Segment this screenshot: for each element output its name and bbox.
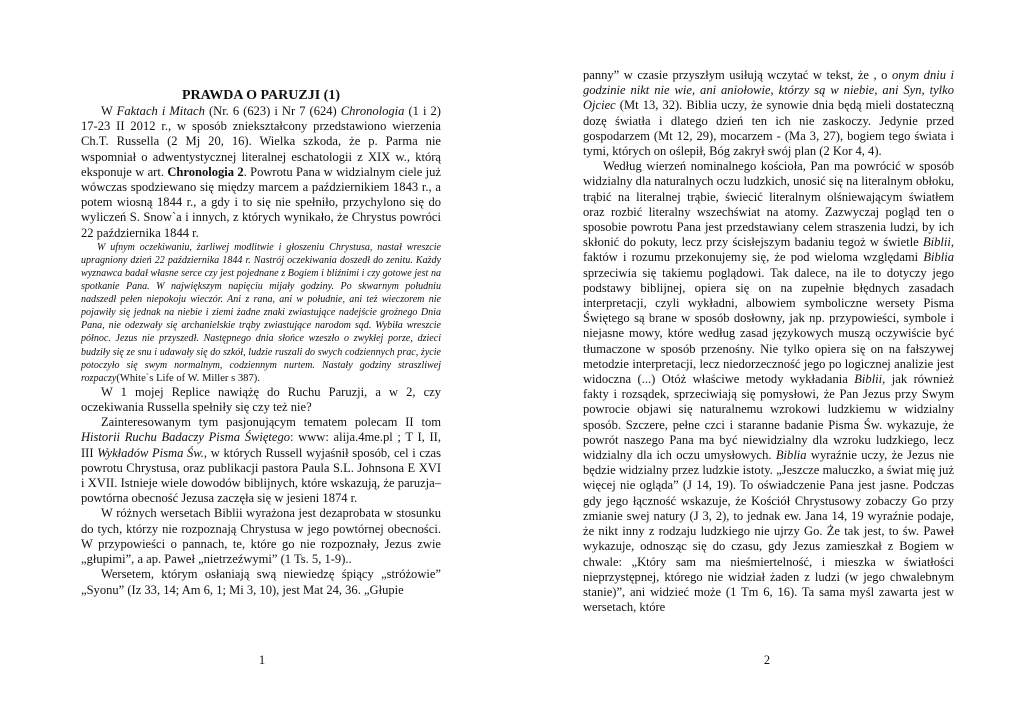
text-span: (Nr. 6 (623) i Nr 7 (624) [204,104,341,118]
text-span: sprzeciwia się takiemu poglądowi. Tak dalece, na ile to dotyczy jego podstawy biblijnej, opiera się on na zupełnie błędnych zasadach interpretacji, czyli wykładni, albowiem symboliczne wersety Pisma Świętego są brane w sposób dosłowny, jak np. przypowieści, symbole i niejasne mowy, które według zasad językowych muszą oczywiście być tłumaczone w sposób przenośny. Nie tylko opiera się on na fałszywej metodzie interpretacji, lecz niedorzeczność jego po logicznej analizie jest widoczna (...) Otóż właściwe metody wykładania [583,265,954,387]
text-span: , faktów i rozumu przekonujemy się, że pod wieloma względami [583,235,954,265]
italic-span: Chronologia [340,104,405,118]
page-number-left: 1 [258,653,266,667]
paragraph-recommendation [81,415,441,506]
paragraph-intro [81,104,441,241]
italic-span: Biblia [923,250,954,265]
italic-span: Biblii [922,235,951,250]
text-span: , w których Russell wyjaśnił sposób, cel i czas powrotu Chrystusa, oraz publikacji pastora Paula S.L. Johnsona E XVI i XVII. Istnieje wiele dowodów biblijnych, które wskazują, że paruzja– powtórna obecność Jezusa zaczęła się w jesieni 1874 r. [81,445,442,506]
article-title: PRAWDA O PARUZJI (1) [181,88,340,103]
left-column [81,88,441,598]
italic-span: onym dniu i godzinie nikt nie wie, ani aniołowie, którzy są w niebie, ani Syn, tylko Ojciec [583,68,955,113]
italic-span: Historii Ruchu Badaczy Pisma Świętego [81,430,290,445]
text-span: : www: alija.4me.pl ; T I, II, III [81,430,441,460]
text-span: Zainteresowanym tym pasjonującym tematem polecam II tom [101,415,441,430]
quotation-text: W ufnym oczekiwaniu, żarliwej modlitwie i głoszeniu Chrystusa, nastał wreszcie upragniony dzień 22 października 1844 r. Nastrój oczekiwania doszedł do zenitu. Każdy wyznawca badał własne serce czy jest pojednane z Bogiem i bliźnimi i czy gotowe jest na spotkanie Pana. W największym napięciu mijały godziny. Po skwarnym południu nadszedł pełen niepokoju wieczór. Ani z rana, ani w południe, ani też wieczorem nie pojawiły się jednak na niebie i ziemi żadne znaki zwiastujące nadejście groźnego Dnia Pana, nie odezwały się archanielskie trąby zwiastujące narodom sąd. Wybiła wreszcie północ. Jezus nie przyszedł. Następnego dnia słońce wzeszło o zwykłej porze, dzieci budziły się ze snu i udawały się do szkół, ludzie ruszali do swych codziennych prac, życie potoczyło się swym normalnym, codziennym nurtem. Nastały godziny straszliwej rozpaczy [81,241,441,384]
italic-span: Faktach i Mitach [116,104,205,118]
bold-span: Chronologia 2 [167,164,244,179]
text-span: wyraźnie uczy, że Jezus nie będzie widzialny przez ludzkie istoty. „Jeszcze maluczko, a świat mię już więcej nie ogląda” (J 14, 19). To oświadczenie Pana jest jasne. Podczas gdy jego łączność wskazuje, że Kościół Chrystusowy zobaczy Go przy zmianie swej natury (J 3, 2), to jednak ew. Jana 14, 19 wyraźnie podaje, że nikt inny z rodzaju ludzkiego nie ujrzy Go. Że tak jest, to św. Paweł wykazuje, odnosząc się do czasu, gdy Jezus zamieszkał z Bogiem w chwale: „Który sam ma nieśmiertelność, i mieszka w światłości nieprzystępnej, którego nie widział żaden z ludzi (w jego chwalebnym stanie)”, ani widzieć może (1 Tm 6, 16). Ta sama myśl zawarta jest w wersetach, które [583,448,954,615]
text-span: (1 i 2) 17-23 II 2012 r., w sposób zniekształcony przedstawiono wierzenia Ch.T. Russella (2 Mj 20, 16). Wielka szkoda, że p. Parma nie wspomniał o adwentystycznej literalnej eschatologii z XIX w., którą eksponuje w art. [81,104,441,179]
italic-span: Wykładów Pisma Św. [97,445,204,460]
text-span: . Powrotu Pana w widzialnym ciele już wówczas spodziewano się między marcem a październikiem 1843 r., a potem wiosną 1844 r., a gdy i to się nie spełniło, przychylono się do wyliczeń S. Snow`a i innych, z których wynikało, że Chrystus powróci 22 października 1844 r. [81,164,441,240]
text-span: Według wierzeń nominalnego kościoła, Pan ma powrócić w sposób widzialny dla naturalnych oczu ludzkich, unosić się na literalnym obłoku, trąbić na literalnej trąbie, świecić literalnym olśniewającym światłem oraz rozbić literalny wszechświat na atomy. Zazwyczaj pogląd ten o sposobie powrotu Pana jest przedstawiany celem straszenia ludzi, by ich skłonić do pokuty, lecz przy ścisłejszym badaniu tegoż w świetle [583,159,954,250]
paragraph-reply-plan: W 1 mojej Replice nawiążę do Ruchu Paruzji, a w 2, czy oczekiwania Russella spełniły się czy też nie? [81,384,441,415]
paragraph-church-beliefs [583,159,954,615]
paragraph-verse: Wersetem, którym osłaniają swą niewiedzę śpiący „stróżowie” „Syonu” (Iz 33, 14; Am 6, 1; Mi 3, 10), jest Mat 24, 36. „Głupie [81,567,441,597]
paragraph-continuation [583,68,954,159]
quotation-source: (White`s Life of W. Miller s 387). [116,372,260,384]
text-span: W [101,104,117,118]
page-number-right: 2 [763,653,771,667]
italic-span: Biblia [775,448,807,463]
paragraph-disapproval: W różnych wersetach Biblii wyrażona jest dezaprobata w stosunku do tych, którzy nie rozpoznają Chrystusa w jego powtórnej obecności. W przypowieści o pannach, te, które go nie rozpoznały, Jezus zwie „głupimi”, a ap. Paweł „nietrzeźwymi” (1 Ts. 5, 1-9).. [81,506,441,567]
quotation-block [81,241,441,385]
text-span: , jak również fakty i rozsądek, sprzeciwiają się pomysłowi, że Pan Jezus przy Swym powrocie objawi się naturalnemu wzrokowi ludzkiemu w widzialny sposób. Szczere, pełne czci i staranne badanie Pisma Św. wykazuje, że powrót naszego Pana ma być niewidzialny dla wzroku ludzkiego, lecz widzialny dla ich oczu umysłowych. [583,372,954,463]
italic-span: Biblii [854,372,883,387]
text-span: (Mt 13, 32). Biblia uczy, że synowie dnia będą mieli dostateczną dozę światła i dlatego dzień ten ich nie zaskoczy. Jedynie przed gospodarzem (Mt 12, 29), mocarzem - (Ma 3, 27), bogiem tego świata i tymi, których on oślepił, Bóg zakrył swój plan (2 Kor 4, 4). [583,98,954,159]
right-column [583,68,954,615]
text-span: panny” w czasie przyszłym usiłują wczytać w tekst, że , o [583,68,892,82]
